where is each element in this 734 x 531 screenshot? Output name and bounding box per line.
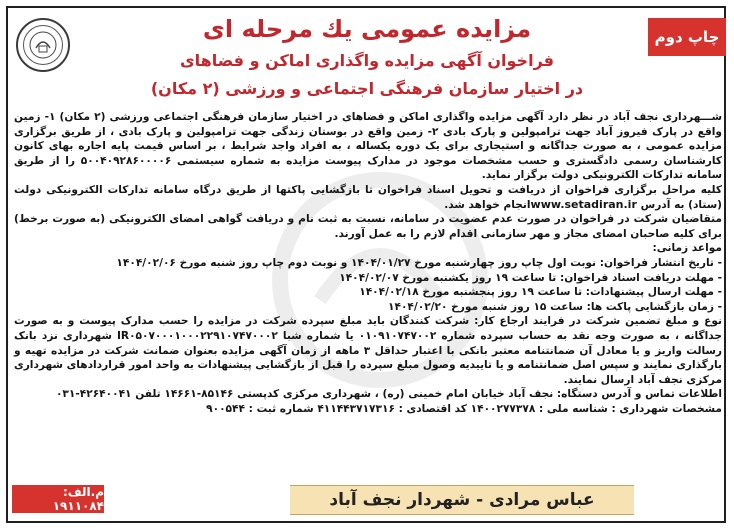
- signature-bar: عباس مرادی - شهردار نجف آباد: [290, 485, 634, 515]
- date-item-publish: - تاریخ انتشار فراخوان: نوبت اول چاپ روز چهارشنبه مورخ ۱۴۰۴/۰۱/۲۷ و نوبت دوم چاپ روز شنبه مورخ ۱۴۰۴/۰۲/۰۶: [116, 256, 722, 269]
- municipality-specs: مشخصات شهرداری : شناسه ملی : ۱۴۰۰۲۷۷۳۷۸ کد اقتصادی : ۴۱۱۴۴۳۷۱۷۳۱۶ شماره ثبت : ۹۰۰۵۴۴: [206, 402, 722, 415]
- date-item-docs: - مهلت دریافت اسناد فراخوان: تا ساعت ۱۹ روز یکشنبه مورخ ۱۴۰۴/۰۲/۰۷: [339, 271, 722, 284]
- page-title: مزایده عمومی یك مرحله ای: [202, 15, 532, 43]
- intro-paragraph: شـــهرداری نجف آباد در نظر دارد آگهی مزایده واگذاری اماکن و فضاهای در اختیار سازمان فرهنگی اجتماعی ورزشی (۲ مکان) ۱- زمین واقع در پارک فیروز آباد جهت ترامپولین و پارک بادی ۲- زمین واقع در بوستان زندگی جهت ترامپولین و پارک بادی ، از طریق برگزاری مزایده عمومی ، به صورت جداگانه و استیجاری برای یک دوره یکساله ، به افراد واجد شرایط ، بر اساس قیمت پایه اجاره بهای کانون کارشناسان رسمی دادگستری و حسب مشخصات موجود در مدارک پیوست مزایده به شماره سیستمی ۵۰۰۴۰۹۲۸۶۰۰۰۰۶ را از طریق سامانه تدارکات الکترونیکی دولت برگزار نماید.: [14, 111, 722, 182]
- guarantee-paragraph: نوع و مبلغ تضمین شرکت در فرایند ارجاع کار: شرکت کنندگان باید مبلغ سپرده شرکت در مزایده را حسب مدارک پیوست و به صورت جداگانه ، به صورت وجه نقد به حساب سپرده شماره ۰۱۰۹۱۰۷۴۷۰۰۲ یا شماره شبا IR۰۵۰۷۰۰۰۱۰۰۰۲۲۹۱۰۷۴۷۰۰۰۲ شهرداری نزد بانک رسالت واریز و یا معادل آن ضمانتنامه معتبر بانکی با اعتبار حداقل ۳ ماهه از زمان آگهی مزایده بعنوان ضمانت شرکت در مزایده تهیه و بارگذاری نمایند و سپس اصل ضمانتنامه و یا تاییدیه وصول مبلغ سپرده را قبل از بازگشایی پیشنهادات به واحد امور قراردادهای شهرداری مرکزی نجف آباد ارسال نمایند.: [14, 315, 722, 386]
- date-item-submit: - مهلت ارسال پیشنهادات: تا ساعت ۱۹ روز پنجشنبه مورخ ۱۴۰۴/۰۲/۱۸: [359, 286, 722, 299]
- process-suffix: انجام خواهد شد.: [444, 198, 531, 211]
- notice-body: [14, 110, 722, 416]
- setad-link[interactable]: www.setadiran.ir: [530, 197, 637, 211]
- process-text: کلیه مراحل برگزاری فراخوان از دریافت و تحویل اسناد فراخوان تا بازگشایی پاکتها از طریق درگاه سامانه تدارکات الکترونیکی دولت (ستاد) به آدرس: [14, 183, 722, 211]
- subtitle-line2: در اختیار سازمان فرهنگی اجتماعی و ورزشی (۲ مکان): [150, 79, 584, 98]
- contact-info: اطلاعات تماس و آدرس دستگاه: نجف آباد خیابان امام خمینی (ره) ، شهرداری مرکزی کدپستی ۸۵۱۴۶-۱۴۶۶۱ تلفن ۴۲۶۴۰۰۴۱-۰۳۱: [55, 388, 722, 401]
- seal-icon: [28, 30, 58, 60]
- reference-badge: م.الف: ۱۹۱۱۰۸۴: [12, 485, 104, 513]
- process-paragraph: [14, 183, 722, 212]
- municipality-logo: [16, 18, 70, 72]
- print-badge: چاپ دوم: [648, 18, 726, 56]
- subtitle-line1: فراخوان آگهی مزایده واگذاری اماکن و فضاهای: [179, 51, 554, 70]
- registration-paragraph: متقاضیان شرکت در فراخوان در صورت عدم عضویت در سامانه، نسبت به ثبت نام و دریافت گواهی امضای الکترونیکی (به صورت برخط) برای کلیه صاحبان امضای مجاز و مهر سازمانی اقدام لازم را به عمل آورند.: [14, 213, 722, 240]
- dates-heading: مواعد زمانی:: [652, 242, 722, 255]
- date-item-opening: - زمان بازگشایی پاکت ها: ساعت ۱۵ روز شنبه مورخ ۱۴۰۴/۰۲/۲۰: [388, 300, 722, 313]
